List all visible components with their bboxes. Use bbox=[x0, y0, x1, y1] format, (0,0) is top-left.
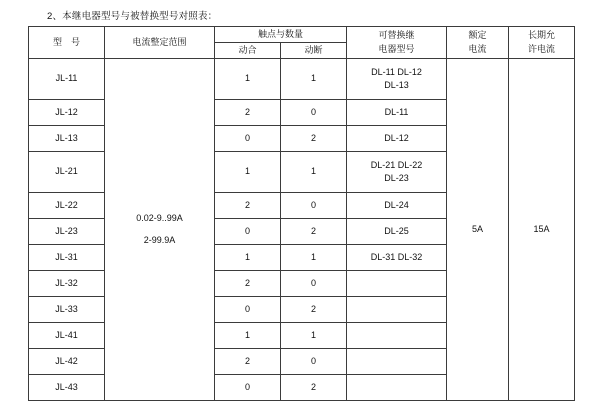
cell-contact-nc: 2 bbox=[281, 375, 347, 401]
cell-contact-no: 2 bbox=[215, 193, 281, 219]
table-head bbox=[29, 27, 575, 59]
header-rated-current bbox=[447, 27, 509, 59]
header-allowed-current-line1: 长期允 bbox=[528, 30, 556, 40]
table-row bbox=[29, 59, 575, 100]
cell-model: JL-43 bbox=[29, 375, 105, 401]
cell-replacement: DL-24 bbox=[347, 193, 447, 219]
cell-contact-no: 0 bbox=[215, 375, 281, 401]
cell-model: JL-21 bbox=[29, 152, 105, 193]
cell-contact-nc: 1 bbox=[281, 323, 347, 349]
header-rated-current-line1: 额定 bbox=[468, 30, 487, 40]
cell-model: JL-32 bbox=[29, 271, 105, 297]
current-range-line1: 0.02-9..99A bbox=[136, 212, 183, 223]
replacement-line2: DL-13 bbox=[384, 80, 409, 90]
cell-replacement bbox=[347, 349, 447, 375]
cell-replacement: DL-11 bbox=[347, 100, 447, 126]
header-row-top bbox=[29, 27, 575, 43]
replacement-line2: DL-23 bbox=[384, 173, 409, 183]
cell-contact-no: 1 bbox=[215, 245, 281, 271]
cell-replacement: DL-31 DL-32 bbox=[347, 245, 447, 271]
cell-contact-no: 0 bbox=[215, 297, 281, 323]
cell-model: JL-12 bbox=[29, 100, 105, 126]
replacement-line1: DL-21 DL-22 bbox=[370, 159, 423, 170]
cell-model: JL-42 bbox=[29, 349, 105, 375]
cell-model: JL-33 bbox=[29, 297, 105, 323]
cell-contact-nc: 2 bbox=[281, 219, 347, 245]
cell-contact-nc: 0 bbox=[281, 271, 347, 297]
cell-model: JL-22 bbox=[29, 193, 105, 219]
table-caption: 2、本继电器型号与被替换型号对照表： bbox=[47, 11, 218, 22]
header-replacement-line2: 电器型号 bbox=[378, 43, 415, 54]
cell-contact-no: 0 bbox=[215, 126, 281, 152]
relay-model-comparison-table bbox=[28, 26, 575, 401]
header-rated-current-line2: 电流 bbox=[468, 43, 487, 54]
cell-model: JL-11 bbox=[29, 59, 105, 100]
cell-contact-no: 1 bbox=[215, 59, 281, 100]
header-model: 型 号 bbox=[29, 27, 105, 59]
header-allowed-current-line2: 许电流 bbox=[528, 43, 556, 54]
cell-model: JL-41 bbox=[29, 323, 105, 349]
cell-allowed-current: 15A bbox=[509, 59, 575, 401]
cell-contact-no: 2 bbox=[215, 100, 281, 126]
header-replacement-line1: 可替换继 bbox=[378, 30, 415, 40]
cell-current-range bbox=[105, 59, 215, 401]
cell-contact-nc: 2 bbox=[281, 297, 347, 323]
replacement-line1: DL-11 DL-12 bbox=[371, 66, 422, 77]
cell-replacement bbox=[347, 271, 447, 297]
header-contact-no: 动合 bbox=[215, 43, 281, 59]
cell-replacement: DL-12 bbox=[347, 126, 447, 152]
cell-replacement bbox=[347, 375, 447, 401]
cell-contact-no: 2 bbox=[215, 349, 281, 375]
cell-contact-no: 2 bbox=[215, 271, 281, 297]
cell-contact-no: 1 bbox=[215, 323, 281, 349]
cell-contact-nc: 1 bbox=[281, 59, 347, 100]
cell-contact-nc: 0 bbox=[281, 193, 347, 219]
cell-replacement bbox=[347, 59, 447, 100]
cell-replacement bbox=[347, 152, 447, 193]
cell-contact-no: 1 bbox=[215, 152, 281, 193]
header-contacts-group: 触点与数量 bbox=[215, 27, 347, 43]
table-body bbox=[29, 59, 575, 401]
cell-replacement bbox=[347, 297, 447, 323]
cell-replacement bbox=[347, 323, 447, 349]
cell-contact-nc: 0 bbox=[281, 349, 347, 375]
cell-replacement: DL-25 bbox=[347, 219, 447, 245]
header-allowed-current bbox=[509, 27, 575, 59]
cell-rated-current: 5A bbox=[447, 59, 509, 401]
cell-model: JL-13 bbox=[29, 126, 105, 152]
cell-contact-nc: 1 bbox=[281, 245, 347, 271]
header-replacement-model bbox=[347, 27, 447, 59]
cell-contact-no: 0 bbox=[215, 219, 281, 245]
header-current-range: 电流整定范围 bbox=[105, 27, 215, 59]
cell-contact-nc: 0 bbox=[281, 100, 347, 126]
current-range-line2: 2-99.9A bbox=[143, 235, 176, 245]
cell-model: JL-31 bbox=[29, 245, 105, 271]
cell-model: JL-23 bbox=[29, 219, 105, 245]
cell-contact-nc: 2 bbox=[281, 126, 347, 152]
cell-contact-nc: 1 bbox=[281, 152, 347, 193]
header-contact-nc: 动断 bbox=[281, 43, 347, 59]
